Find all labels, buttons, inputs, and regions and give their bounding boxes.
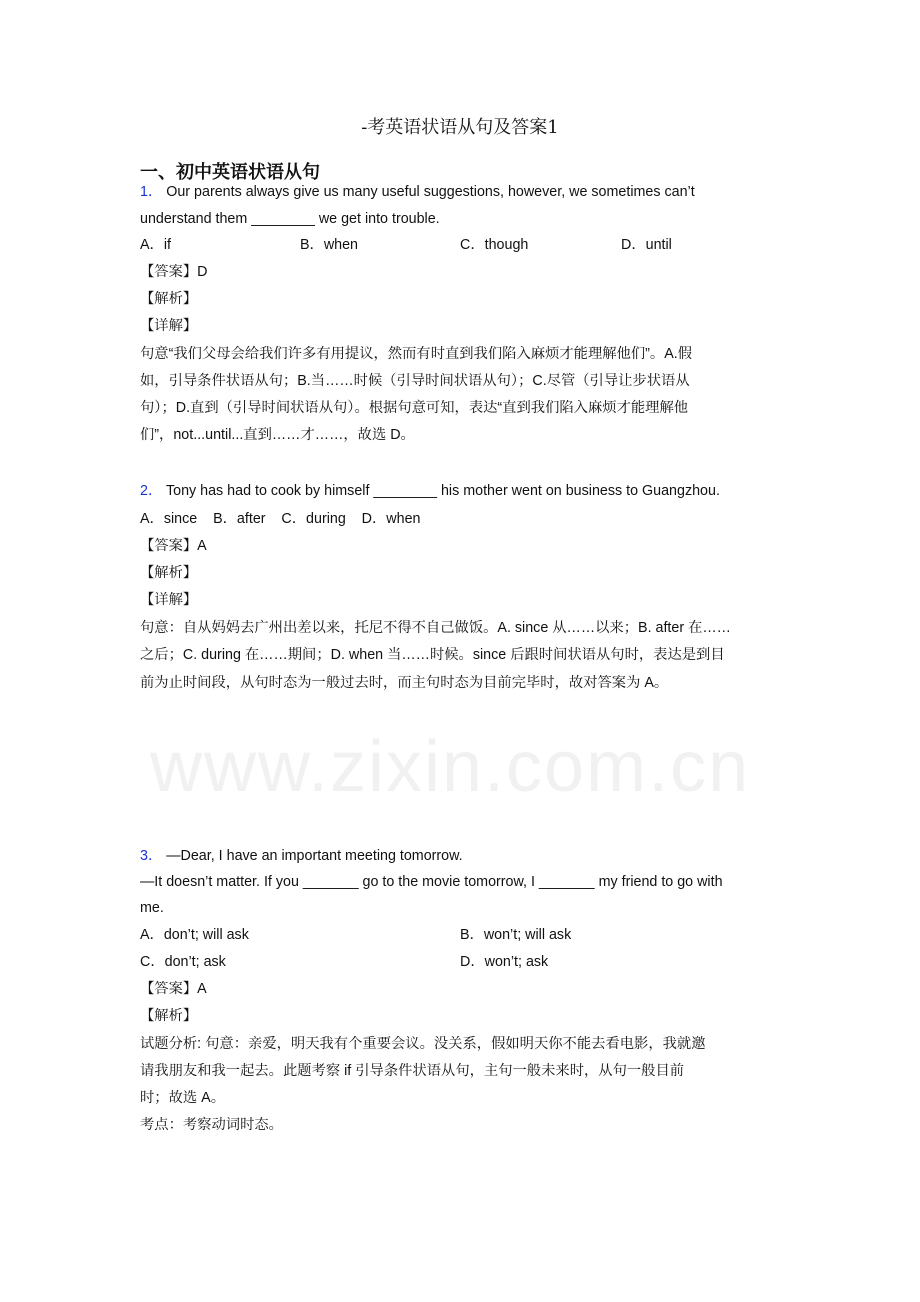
q3-explain-line: 考点：考察动词时态。 xyxy=(140,1117,283,1133)
question-3-stem-line-2: —It doesn’t matter. If you _______ go to the movie tomorrow, I _______ my friend to go with xyxy=(140,874,723,890)
q2-analysis-label: 【解析】 xyxy=(140,565,198,581)
q2-explain-line: 之后；C. during 在……期间；D. when 当……时候。since 后跟时间状语从句时，表达是到目 xyxy=(140,647,725,663)
q2-detail-label: 【详解】 xyxy=(140,592,198,608)
q1-option-a: A．if xyxy=(140,237,171,253)
q1-explain-line: 句）；D.直到（引导时间状语从句）。根据句意可知，表达“直到我们陷入麻烦才能理解他 xyxy=(140,400,689,416)
question-1-stem-line-1 xyxy=(140,182,695,202)
q1-detail-label: 【详解】 xyxy=(140,318,198,334)
question-2-stem xyxy=(140,481,720,501)
stem-text: Our parents always give us many useful suggestions, however, we sometimes can’t xyxy=(166,184,695,200)
q1-answer: 【答案】D xyxy=(140,264,208,280)
q1-explain-line: 如，引导条件状语从句；B.当……时候（引导时间状语从句）；C.尽管（引导让步状语从 xyxy=(140,373,690,389)
question-3-stem-line-3: me. xyxy=(140,900,164,916)
q1-option-d: D．until xyxy=(621,237,672,253)
q3-option-d: D．won’t; ask xyxy=(460,954,549,970)
document-title: -考英语状语从句及答案1 xyxy=(361,117,559,138)
q3-answer: 【答案】A xyxy=(140,981,207,997)
question-3-stem-line-1 xyxy=(140,846,463,866)
q3-explain-line: 请我朋友和我一起去。此题考察 if 引导条件状语从句，主句一般未来时，从句一般目前 xyxy=(140,1063,685,1079)
q3-analysis-label: 【解析】 xyxy=(140,1008,198,1024)
question-number: 2． xyxy=(140,483,163,499)
q1-explain-line: 句意“我们父母会给我们许多有用提议，然而有时直到我们陷入麻烦才能理解他们”。A.假 xyxy=(140,346,693,362)
q1-analysis-label: 【解析】 xyxy=(140,291,198,307)
stem-text: Tony has had to cook by himself ________ his mother went on business to Guangzhou. xyxy=(165,483,720,499)
q1-explain-line: 们”，not...until...直到……才……，故选 D。 xyxy=(140,427,415,443)
q3-explain-line: 时；故选 A。 xyxy=(140,1090,225,1106)
q3-option-b: B．won’t; will ask xyxy=(460,927,572,943)
q3-explain-line: 试题分析: 句意：亲爱，明天我有个重要会议。没关系，假如明天你不能去看电影，我就邀 xyxy=(140,1036,706,1052)
q3-option-a: A．don’t; will ask xyxy=(140,927,249,943)
q2-explain-line: 前为止时间段，从句时态为一般过去时，而主句时态为目前完毕时，故对答案为 A。 xyxy=(140,675,669,691)
q2-answer: 【答案】A xyxy=(140,538,207,554)
question-number: 3． xyxy=(140,848,163,864)
question-1-stem-line-2: understand them ________ we get into trouble. xyxy=(140,211,440,227)
q3-option-c: C．don’t; ask xyxy=(140,954,226,970)
question-number: 1． xyxy=(140,184,163,200)
q2-explain-line: 句意：自从妈妈去广州出差以来，托尼不得不自己做饭。A. since 从……以来；B. after 在…… xyxy=(140,620,731,636)
watermark: www.zixin.com.cn xyxy=(150,727,751,807)
section-heading: 一、初中英语状语从句 xyxy=(140,162,320,183)
stem-text: —Dear, I have an important meeting tomorrow. xyxy=(166,848,463,864)
q2-options: A．since B．after C．during D．when xyxy=(140,511,421,527)
q1-option-c: C．though xyxy=(460,237,529,253)
q1-option-b: B．when xyxy=(300,237,359,253)
